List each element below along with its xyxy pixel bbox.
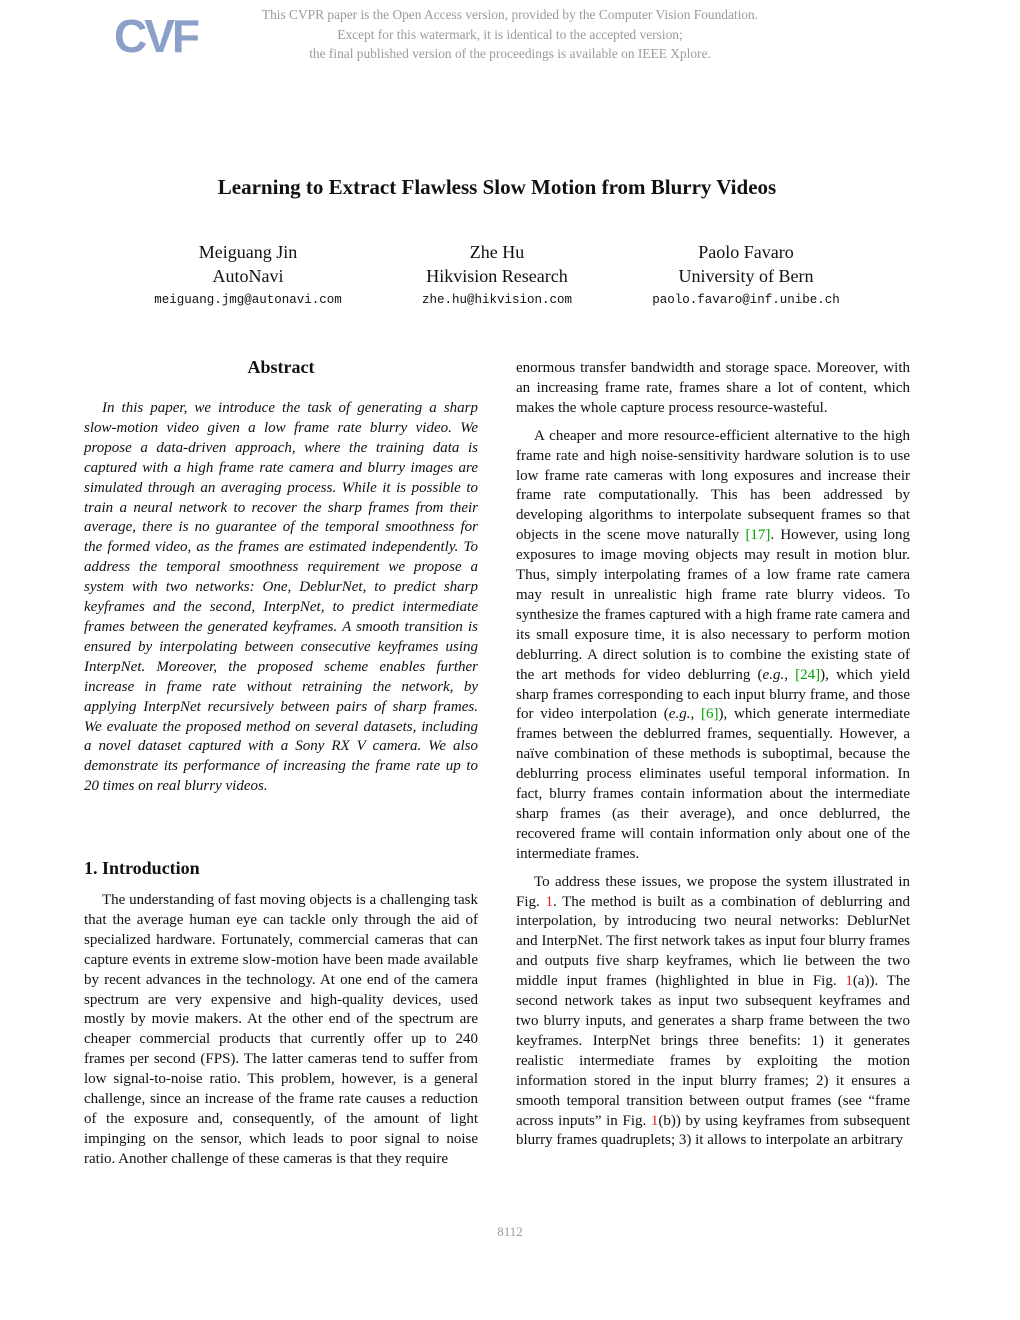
author-email: paolo.favaro@inf.unibe.ch (652, 293, 840, 307)
figure-reference-link[interactable]: 1 (545, 893, 553, 910)
author-block-3 (628, 240, 864, 312)
intro-paragraph-1: The understanding of fast moving objects is a challenging task that the average human eye can tackle only through the aid of specialized hardware. Fortunately, commercial cameras that can capture events in extreme slow-motion have been made available by recent advances in the technology. At one end of the camera spectrum are very expensive and high-quality devices, used mostly by movie makers. At the other end of the spectrum are cheaper commercial products that currently offer up to 240 frames per second (FPS). The latter cameras tend to suffer from low signal-to-noise ratio. This problem, however, is a general challenge, since an increase of the frame rate causes a reduction of the exposure and, consequently, of the amount of light impinging on the sensor, which leads to poor signal to noise ratio. Another challenge of these cameras is that they require (84, 892, 478, 1167)
intro-right-column (516, 359, 910, 1151)
author-name: Zhe Hu (469, 242, 525, 262)
abstract-body (84, 399, 478, 797)
open-access-watermark (240, 5, 780, 64)
abstract-heading: Abstract (247, 357, 315, 377)
intro-paragraph-1-continued: enormous transfer bandwidth and storage space. Moreover, with an increasing frame rate, frames share a lot of content, which makes the whole capture process resource-wasteful. (516, 360, 910, 416)
figure-reference-link[interactable]: 1 (650, 1112, 659, 1129)
author-email: zhe.hu@hikvision.com (421, 293, 573, 307)
paper-title: Learning to Extract Flawless Slow Motion from Blurry Videos (217, 175, 777, 199)
introduction-heading: 1. Introduction (84, 858, 200, 878)
watermark-line-3: the final published version of the proceedings is available on IEEE Xplore. (309, 46, 711, 61)
citation-link[interactable]: [17] (745, 527, 771, 544)
figure-reference-link[interactable]: 1 (845, 973, 853, 990)
citation-link[interactable]: [6] (701, 706, 719, 723)
intro-paragraph-3: To address these issues, we propose the system illustrated in Fig. 1. The method is built as a combination of deblurring and interpolation, by introducing two neural networks: DeblurNet and InterpNet. The first network takes as input four blurry frames and outputs five sharp keyframes, which lie between the two middle input frames (highlighted in blue in Fig. 1(a)). The second network takes as input two subsequent keyframes and two blurry inputs, and generates a sharp frame between the two keyframes. InterpNet brings three benefits: 1) it generates realistic intermediate frames by exploiting the motion information stored in the input blurry frames; 2) it ensures a smooth temporal transition between output frames (see “frame across inputs” in Fig. 1(b)) by using keyframes from subsequent blurry frames quadruplets; 3) it allows to interpolate an arbitrary (516, 873, 911, 1149)
author-affiliation: Hikvision Research (426, 266, 568, 286)
author-name: Meiguang Jin (198, 242, 298, 262)
author-affiliation: University of Bern (678, 266, 814, 286)
abstract-text: In this paper, we introduce the task of generating a sharp slow-motion video given a low frame rate blurry video. We propose a data-driven approach, where the training data is captured with a high frame rate camera and blurry images are simulated through an averaging process. While it is possible to train a neural network to recover the sharp frames from their average, there is no guarantee of the temporal smoothness for the formed video, as the frames are estimated independently. To address the temporal smoothness requirement we propose a system with two networks: One, DeblurNet, to predict sharp keyframes and the second, InterpNet, to predict intermediate frames between the generated keyframes. A smooth transition is ensured by interpolating between consecutive keyframes using InterpNet. Moreover, the proposed scheme enables further increase in frame rate without retraining the network, by applying InterpNet recursively between pairs of sharp frames. We evaluate the proposed method on several datasets, including a novel dataset captured with a Sony RX V camera. We also demonstrate its performance of increasing the frame rate up to 20 times on real blurry videos. (84, 400, 478, 795)
author-email: meiguang.jmg@autonavi.com (154, 293, 342, 307)
watermark-line-1: This CVPR paper is the Open Access version, provided by the Computer Vision Foundation. (261, 7, 759, 22)
cvf-logo-text: CVF (114, 10, 197, 62)
citation-link[interactable]: [24] (795, 666, 821, 683)
cvf-logo (112, 10, 197, 62)
author-name: Paolo Favaro (698, 242, 794, 262)
intro-paragraph-2: A cheaper and more resource-efficient alternative to the high frame rate and high noise-sensitivity hardware solution is to use low frame rate cameras with long exposures and increase their frame rate computationally. This has been addressed by developing algorithms to interpolate subsequent frames so that objects in the scene move naturally [17]. However, using long exposures to image moving objects may result in motion blur. Thus, simply interpolating frames of a low frame rate camera may result in unrealistic high frame rate blurry videos. To synthesize the frames captured with a high frame rate camera and its small exposure time, it is also necessary to perform motion deblurring. A direct solution is to combine the existing state of the art methods for video deblurring (e.g., [24]), which yield sharp frames corresponding to each input blurry frame, and those for video interpolation (e.g., [6]), which generate intermediate frames between the deblurred frames, sequentially. However, a naïve combination of these methods is suboptimal, because the deblurring process eliminates useful temporal information. In fact, blurry frames contain information about the intermediate sharp frames (as their average), and once deblurred, the recovered frame will contain information only about one of the intermediate frames. (516, 427, 910, 862)
watermark-line-2: Except for this watermark, it is identical to the accepted version; (337, 26, 683, 42)
author-block-2 (390, 240, 604, 312)
intro-left-column (84, 891, 478, 1170)
author-block-1 (130, 240, 366, 312)
author-affiliation: AutoNavi (212, 266, 284, 286)
page-number: 8112 (497, 1224, 523, 1239)
